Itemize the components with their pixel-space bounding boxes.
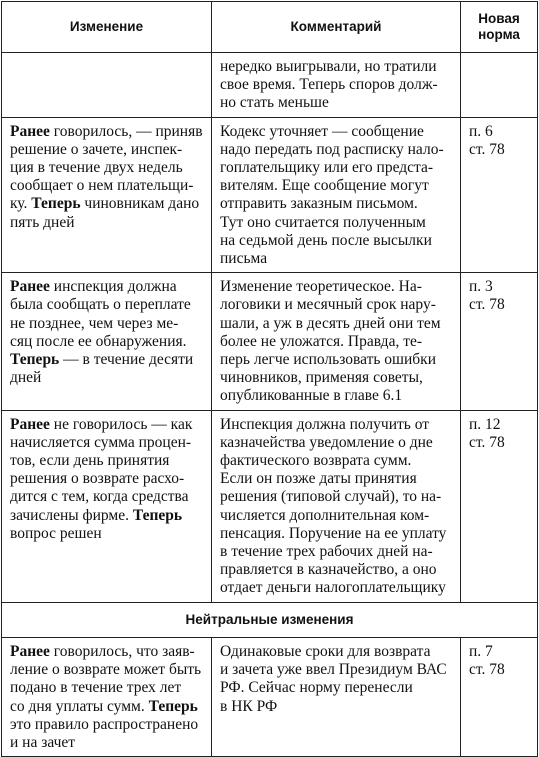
bold-keyword: Ранее xyxy=(10,415,50,433)
text-segment: сообщает о нем плательщи- xyxy=(10,177,194,195)
comment-text-line: надо передать под расписку нало- xyxy=(220,140,444,158)
comment-text-line: пенсация. Поручение на ее уплату xyxy=(220,524,447,542)
text-segment: и на зачет xyxy=(10,733,76,751)
text-segment: — в течение десяти xyxy=(59,351,194,369)
norm-text-line: п. 12 xyxy=(469,415,501,433)
comment-text-line: но стать меньше xyxy=(220,94,329,112)
header-new-norm-line1: Новая xyxy=(478,11,520,26)
change-text-line xyxy=(10,315,203,333)
bold-keyword: Теперь xyxy=(31,195,81,213)
text-segment: пять дней xyxy=(10,213,75,231)
comment-text-line: Кодекс уточняет — сообщение xyxy=(220,122,424,140)
change-text-line xyxy=(10,214,203,232)
text-segment: не говорилось — как xyxy=(49,415,193,433)
norm-cell xyxy=(461,117,538,273)
changes-table xyxy=(1,1,538,757)
section-row xyxy=(2,602,538,637)
change-text-line xyxy=(10,123,203,141)
table-row xyxy=(2,53,538,118)
comment-text-line: правляется в казначейство, а оно xyxy=(220,561,437,579)
change-text-line xyxy=(10,369,203,387)
comment-text-line: отдает деньги налогоплательщику xyxy=(220,579,446,597)
comment-text-line: письма xyxy=(220,250,268,268)
change-text-line xyxy=(10,488,203,506)
text-segment: не позднее, чем через ме- xyxy=(10,314,179,332)
bold-keyword: Теперь xyxy=(132,506,183,524)
text-segment: чиновникам дано xyxy=(80,195,200,213)
norm-text-line: ст. 78 xyxy=(469,140,505,158)
table-body xyxy=(2,53,538,757)
table-row xyxy=(2,273,538,410)
text-segment: говорилось, — приняв xyxy=(49,122,203,140)
comment-text-line: в НК РФ xyxy=(220,697,278,715)
text-segment: говорилось, что заяв- xyxy=(49,642,195,660)
header-new-norm-line2: норма xyxy=(478,27,520,42)
text-segment: ция в течение двух недель xyxy=(10,159,183,177)
text-segment: ление о возврате может быть xyxy=(10,661,202,679)
text-segment: была сообщать о переплате xyxy=(10,296,191,314)
norm-text-line: п. 7 xyxy=(469,642,493,660)
comment-text-line: вителям. Еще сообщение могут xyxy=(220,177,429,195)
text-segment: ку. xyxy=(10,195,32,213)
comment-text-line: Одинаковые сроки для возврата xyxy=(220,642,431,660)
change-text-line xyxy=(10,698,203,716)
change-text-line xyxy=(10,661,203,679)
comment-text-line: логовики и месячный срок нару- xyxy=(220,296,436,314)
change-cell xyxy=(2,117,212,273)
comment-text-line: Инспекция должна получить от xyxy=(220,415,430,433)
change-cell xyxy=(2,53,212,118)
comment-text-line: шали, а уж в десять дней они тем xyxy=(220,314,441,332)
comment-text-line: РФ. Сейчас норму перенесли xyxy=(220,679,413,697)
change-text-line xyxy=(10,141,203,159)
norm-cell xyxy=(461,53,538,118)
change-cell xyxy=(2,410,212,602)
text-segment: дится с тем, когда средства xyxy=(10,488,189,506)
comment-cell xyxy=(212,53,461,118)
comment-text-line: опубликованные в главе 6.1 xyxy=(220,387,403,405)
header-new-norm xyxy=(461,2,538,53)
table-row xyxy=(2,117,538,273)
norm-cell xyxy=(461,637,538,756)
header-change: Изменение xyxy=(2,2,212,53)
text-segment: решение о зачете, инспек- xyxy=(10,140,183,158)
text-segment: это правило распространено xyxy=(10,715,199,733)
text-segment: вопрос решен xyxy=(10,524,102,542)
change-text-line xyxy=(10,643,203,661)
comment-cell xyxy=(212,117,461,273)
norm-text-line: ст. 78 xyxy=(469,661,505,679)
norm-cell xyxy=(461,273,538,410)
norm-cell xyxy=(461,410,538,602)
comment-text-line: гоплательщику или его предста- xyxy=(220,159,434,177)
norm-text-line: ст. 78 xyxy=(469,433,505,451)
change-text-line xyxy=(10,434,203,452)
bold-keyword: Ранее xyxy=(10,642,50,660)
text-segment: зачислены фирме. xyxy=(10,506,133,524)
bold-keyword: Ранее xyxy=(10,122,50,140)
comment-text-line: свое время. Теперь споров долж- xyxy=(220,76,438,94)
comment-text-line: Изменение теоретическое. На- xyxy=(220,278,422,296)
comment-text-line: Тут оно считается полученным xyxy=(220,213,426,231)
table-row xyxy=(2,637,538,756)
bold-keyword: Ранее xyxy=(10,278,50,296)
bold-keyword: Теперь xyxy=(148,697,198,715)
change-text-line xyxy=(10,679,203,697)
text-segment: тов, если день принятия xyxy=(10,452,170,470)
comment-text-line: перь легче использовать ошибки xyxy=(220,351,436,369)
comment-text-line: Если он позже даты принятия xyxy=(220,470,417,488)
comment-text-line: нередко выигрывали, но тратили xyxy=(220,58,437,75)
change-text-line xyxy=(10,734,203,752)
change-text-line xyxy=(10,177,203,195)
norm-text-line: п. 6 xyxy=(469,122,493,140)
change-text-line xyxy=(10,333,203,351)
change-text-line xyxy=(10,278,203,296)
norm-text-line: ст. 78 xyxy=(469,296,505,314)
comment-text-line: фактического возврата сумм. xyxy=(220,452,412,470)
comment-text-line: на седьмой день после высылки xyxy=(220,231,432,249)
text-segment: подано в течение трех лет xyxy=(10,679,182,697)
text-segment: дней xyxy=(10,369,42,387)
header-comment: Комментарий xyxy=(212,2,461,53)
comment-text-line: более не уложатся. Правда, те- xyxy=(220,332,423,350)
text-segment: сяц после ее обнаружения. xyxy=(10,332,187,350)
section-title: Нейтральные изменения xyxy=(2,602,538,637)
norm-text-line: п. 3 xyxy=(469,278,493,296)
change-text-line xyxy=(10,351,203,369)
comment-text-line: числяется дополнительная ком- xyxy=(220,506,430,524)
change-text-line xyxy=(10,416,203,434)
comment-text-line: и зачета уже ввел Президиум ВАС xyxy=(220,661,447,679)
change-text-line xyxy=(10,470,203,488)
change-text-line xyxy=(10,525,203,543)
text-segment: инспекция должна xyxy=(49,278,177,296)
comment-cell xyxy=(212,410,461,602)
comment-text-line: решения (типовой случай), то на- xyxy=(220,488,442,506)
comment-text-line: чиновников, применяя советы, xyxy=(220,369,423,387)
comment-text-line: казначейства уведомление о дне xyxy=(220,433,433,451)
change-cell xyxy=(2,273,212,410)
change-text-line xyxy=(10,296,203,314)
change-text-line xyxy=(10,716,203,734)
change-text-line xyxy=(10,159,203,177)
table-row xyxy=(2,410,538,602)
text-segment: со дня уплаты сумм. xyxy=(10,697,149,715)
change-text-line xyxy=(10,507,203,525)
comment-cell xyxy=(212,273,461,410)
text-segment: начисляется сумма процен- xyxy=(10,433,192,451)
comment-text-line: в течение трех рабочих дней на- xyxy=(220,543,433,561)
table-header-row xyxy=(2,2,538,53)
bold-keyword: Теперь xyxy=(10,351,60,369)
change-text-line xyxy=(10,195,203,213)
comment-cell xyxy=(212,637,461,756)
change-text-line xyxy=(10,452,203,470)
change-cell xyxy=(2,637,212,756)
comment-text-line: отправить заказным письмом. xyxy=(220,195,418,213)
text-segment: решения о возврате расхо- xyxy=(10,470,185,488)
